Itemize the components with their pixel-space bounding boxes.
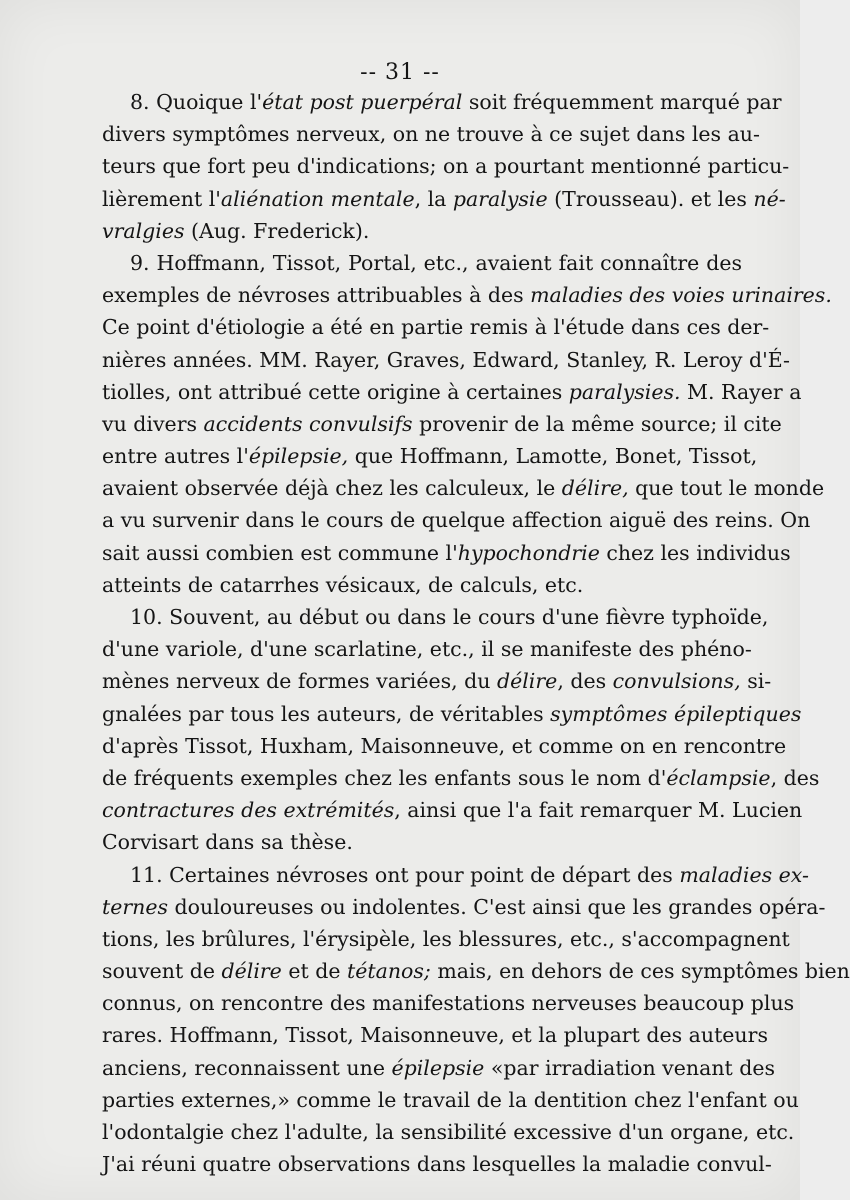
text-line [102,472,825,504]
text-line [102,1116,795,1148]
page-number: -- 31 -- [360,60,440,85]
text-run: que tout le monde [628,476,825,501]
italic-text: état post puerpéral [262,90,463,114]
italic-text: délire [221,959,282,984]
text-run: (Aug. Frederick). [184,218,370,243]
text-line [102,794,803,826]
text-run: avaient observée déjà chez les calculeux, le [102,476,562,501]
text-line [102,601,769,633]
italic-text: maladies ex- [679,862,809,887]
text-run: , des [557,669,613,694]
text-run: et de [281,959,348,984]
italic-text: ternes [102,894,169,919]
text-line [102,183,786,215]
text-line [102,408,782,440]
paragraph [102,601,820,859]
text-line [102,826,742,858]
text-run: exemples de névroses attribuables à des [102,283,531,308]
text-run: chez les individus [599,540,791,565]
text-run: de fréquents exemples chez les enfants sous le nom d' [102,765,667,790]
text-run: Ce point d'étiologie a été en partie remis à l'étude dans ces der- [102,315,770,340]
italic-text: délire [497,669,558,694]
italic-text: symptômes épileptiques [550,701,802,726]
text-line [102,537,791,569]
text-line [102,376,802,408]
text-run: si- [740,669,772,694]
text-run: (Trousseau). et les [547,186,754,211]
text-run: d'une variole, d'une scarlatine, etc., il se manifeste des phéno- [102,637,752,662]
text-run: J'ai réuni quatre observations dans lesquelles la maladie convul- [102,1152,772,1177]
text-run: d'après Tissot, Huxham, Maisonneuve, et comme on en rencontre [102,733,787,758]
text-line [102,247,742,279]
text-run: a vu survenir dans le cours de quelque affection aiguë des reins. On [102,508,811,533]
text-line [102,762,820,794]
text-run: sait aussi combien est commune l' [102,540,458,565]
body-text [102,86,850,1180]
text-run: vu divers [102,411,204,436]
text-line [102,923,790,955]
text-run: 11. Certaines névroses ont pour point de départ des [130,862,680,887]
text-run: soit fréquemment marqué par [462,90,782,114]
text-line [102,118,760,150]
text-line [102,1084,799,1116]
italic-text: accidents convulsifs [203,411,413,436]
text-line [102,150,790,182]
text-run: 10. Souvent, au début ou dans le cours d'une fièvre typhoïde, [130,605,769,629]
text-run: entre autres l' [102,444,249,469]
text-line [102,730,787,762]
text-run: teurs que fort peu d'indications; on a pourtant mentionné particu- [102,154,790,179]
text-run: l'odontalgie chez l'adulte, la sensibilité excessive d'un organe, etc. [102,1120,795,1144]
italic-text: convulsions, [612,669,741,694]
text-line [102,891,826,923]
text-line [102,504,811,536]
italic-text: tétanos; [347,959,431,984]
text-run: , ainsi que l'a fait remarquer M. Lucien [394,798,803,823]
text-line [102,955,850,987]
italic-text: vralgies [102,218,185,243]
italic-text: contractures des extrémités [102,798,395,823]
text-run: douloureuses ou indolentes. C'est ainsi que les grandes opéra- [168,894,826,919]
text-run: nières années. MM. Rayer, Graves, Edward, Stanley, R. Leroy d'É- [102,347,790,372]
text-line [102,279,832,311]
text-line [102,1019,768,1051]
text-run: connus, on rencontre des manifestations nerveuses beaucoup plus [102,991,795,1016]
text-run: tions, les brûlures, l'érysipèle, les blessures, etc., s'accompagnent [102,926,790,951]
text-line [102,215,742,247]
text-run: , des [770,765,820,790]
italic-text: maladies des voies urinaires. [530,283,832,308]
text-line [102,86,782,118]
text-run: rares. Hoffmann, Tissot, Maisonneuve, et la plupart des auteurs [102,1023,768,1048]
text-line [102,633,752,665]
text-run: lièrement l' [102,186,221,211]
text-run: 8. Quoique l' [130,90,263,114]
text-line [102,311,770,343]
paragraph [102,247,832,601]
text-line [102,1052,776,1084]
paragraph [102,859,850,1181]
italic-text: paralysies. [568,379,681,404]
text-run: , la [414,186,453,211]
text-run: provenir de la même source; il cite [412,411,782,436]
text-line [102,987,795,1019]
italic-text: paralysie [452,186,548,211]
italic-text: aliénation mentale [220,186,415,211]
text-run: gnalées par tous les auteurs, de véritables [102,701,551,726]
text-run: divers symptômes nerveux, on ne trouve à ce sujet dans les au- [102,122,760,147]
text-run: anciens, reconnaissent une [102,1055,392,1080]
text-run: Corvisart dans sa thèse. [102,830,353,855]
text-line [102,1148,772,1180]
text-line [102,698,802,730]
text-run: souvent de [102,959,222,984]
text-line [102,665,772,697]
italic-text: délire, [561,476,629,501]
text-run: 9. Hoffmann, Tissot, Portal, etc., avaient fait connaître des [130,250,742,275]
text-line [102,344,790,376]
text-line [102,440,758,472]
text-run: que Hoffmann, Lamotte, Bonet, Tissot, [348,444,758,469]
italic-text: né- [753,186,786,211]
text-line [102,859,809,891]
italic-text: éclampsie [666,765,771,790]
text-run: parties externes,» comme le travail de la dentition chez l'enfant ou [102,1087,799,1112]
text-run: «par irradiation venant des [484,1055,776,1080]
paragraph [102,86,790,247]
italic-text: épilepsie [391,1055,485,1080]
text-run: mènes nerveux de formes variées, du [102,669,497,694]
text-run: mais, en dehors de ces symptômes bien [430,959,850,984]
text-run: M. Rayer a [680,379,802,404]
italic-text: épilepsie, [248,444,349,469]
text-line [102,569,742,601]
text-run: tiolles, ont attribué cette origine à certaines [102,379,569,404]
italic-text: hypochondrie [457,540,600,565]
text-run: atteints de catarrhes vésicaux, de calculs, etc. [102,572,584,597]
